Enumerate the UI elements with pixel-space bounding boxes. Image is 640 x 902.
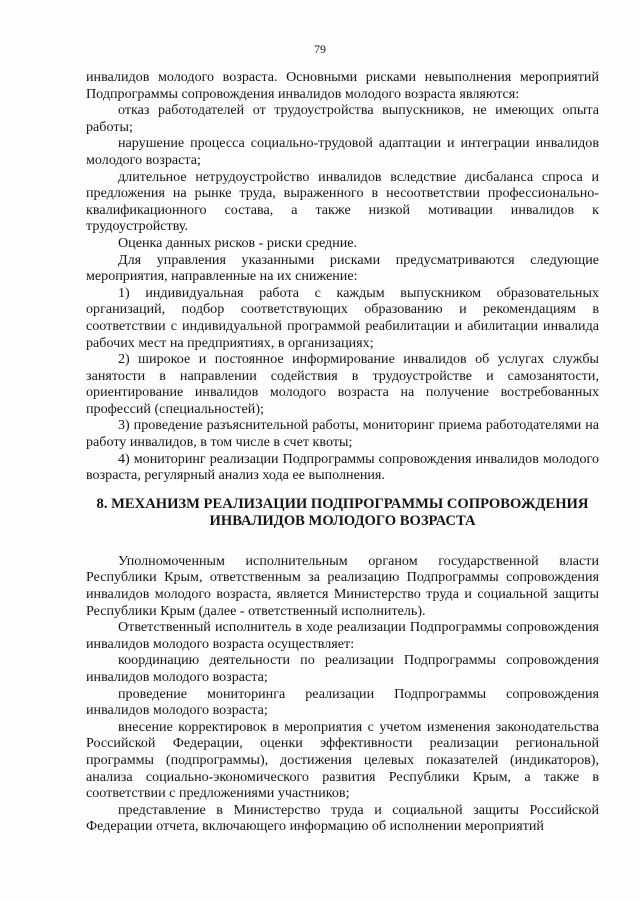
paragraph: представление в Министерство труда и социальной защиты Российской Федерации отчета, включающего информацию об исполнении мероприятий xyxy=(86,801,599,835)
paragraph: 3) проведение разъяснительной работы, мониторинг приема работодателями на работу инвалидов, в том числе в счет квоты; xyxy=(86,417,599,451)
paragraph: длительное нетрудоустройство инвалидов вследствие дисбаланса спроса и предложения на рынке труда, выраженного в несоответствии профессионально-квалификационного состава, а также низкой мотивации инвалидов к трудоустройству. xyxy=(86,168,599,235)
paragraph: 2) широкое и постоянное информирование инвалидов об услугах службы занятости в направлении содействия в трудоустройстве и самозанятости, ориентирование инвалидов молодого возраста на получение востребованных профессий (специальностей); xyxy=(86,351,599,417)
risks-section xyxy=(86,69,599,484)
paragraph: координацию деятельности по реализации Подпрограммы сопровождения инвалидов молодого возраста; xyxy=(86,652,599,685)
paragraph: проведение мониторинга реализации Подпрограммы сопровождения инвалидов молодого возраста; xyxy=(86,685,599,719)
paragraph: отказ работодателей от трудоустройства выпускников, не имеющих опыта работы; xyxy=(86,102,599,135)
section-heading-line-1: 8. МЕХАНИЗМ РЕАЛИЗАЦИИ ПОДПРОГРАММЫ СОПРОВОЖДЕНИЯ xyxy=(96,495,589,512)
paragraph: инвалидов молодого возраста. Основными рисками невыполнения мероприятий Подпрограммы сопровождения инвалидов молодого возраста являются: xyxy=(86,69,599,102)
section-heading xyxy=(86,496,599,530)
document-body xyxy=(86,69,599,835)
paragraph: 1) индивидуальная работа с каждым выпускником образовательных организаций, подбор соответствующих образованию и рекомендациям в соответствии с индивидуальной программой реабилитации и абилитации инвалида рабочих мест на предприятиях, в организациях; xyxy=(86,284,599,351)
paragraph: Ответственный исполнитель в ходе реализации Подпрограммы сопровождения инвалидов молодого возраста осуществляет: xyxy=(86,619,599,652)
paragraph: нарушение процесса социально-трудовой адаптации и интеграции инвалидов молодого возраста; xyxy=(86,135,599,168)
paragraph: 4) мониторинг реализации Подпрограммы сопровождения инвалидов молодого возраста, регулярный анализ хода ее выполнения. xyxy=(86,450,599,484)
page-number: 79 xyxy=(314,42,326,56)
mechanism-section xyxy=(86,553,599,835)
paragraph: внесение корректировок в мероприятия с учетом изменения законодательства Российской Федерации, оценки эффективности реализации региональной программы (подпрограммы), достижения целевых показателей (индикаторов), анализа социально-экономического развития Республики Крым, а также в соответствии с предложениями участников; xyxy=(86,718,599,802)
paragraph: Для управления указанными рисками предусматриваются следующие мероприятия, направленные на их снижение: xyxy=(86,251,599,285)
paragraph: Уполномоченным исполнительным органом государственной власти Республики Крым, ответственным за реализацию Подпрограммы сопровождения инвалидов молодого возраста, является Министерство труда и социальной защиты Республики Крым (далее - ответственный исполнитель). xyxy=(86,552,599,619)
section-heading-line-2: ИНВАЛИДОВ МОЛОДОГО ВОЗРАСТА xyxy=(209,512,476,529)
paragraph: Оценка данных рисков - риски средние. xyxy=(118,234,358,251)
